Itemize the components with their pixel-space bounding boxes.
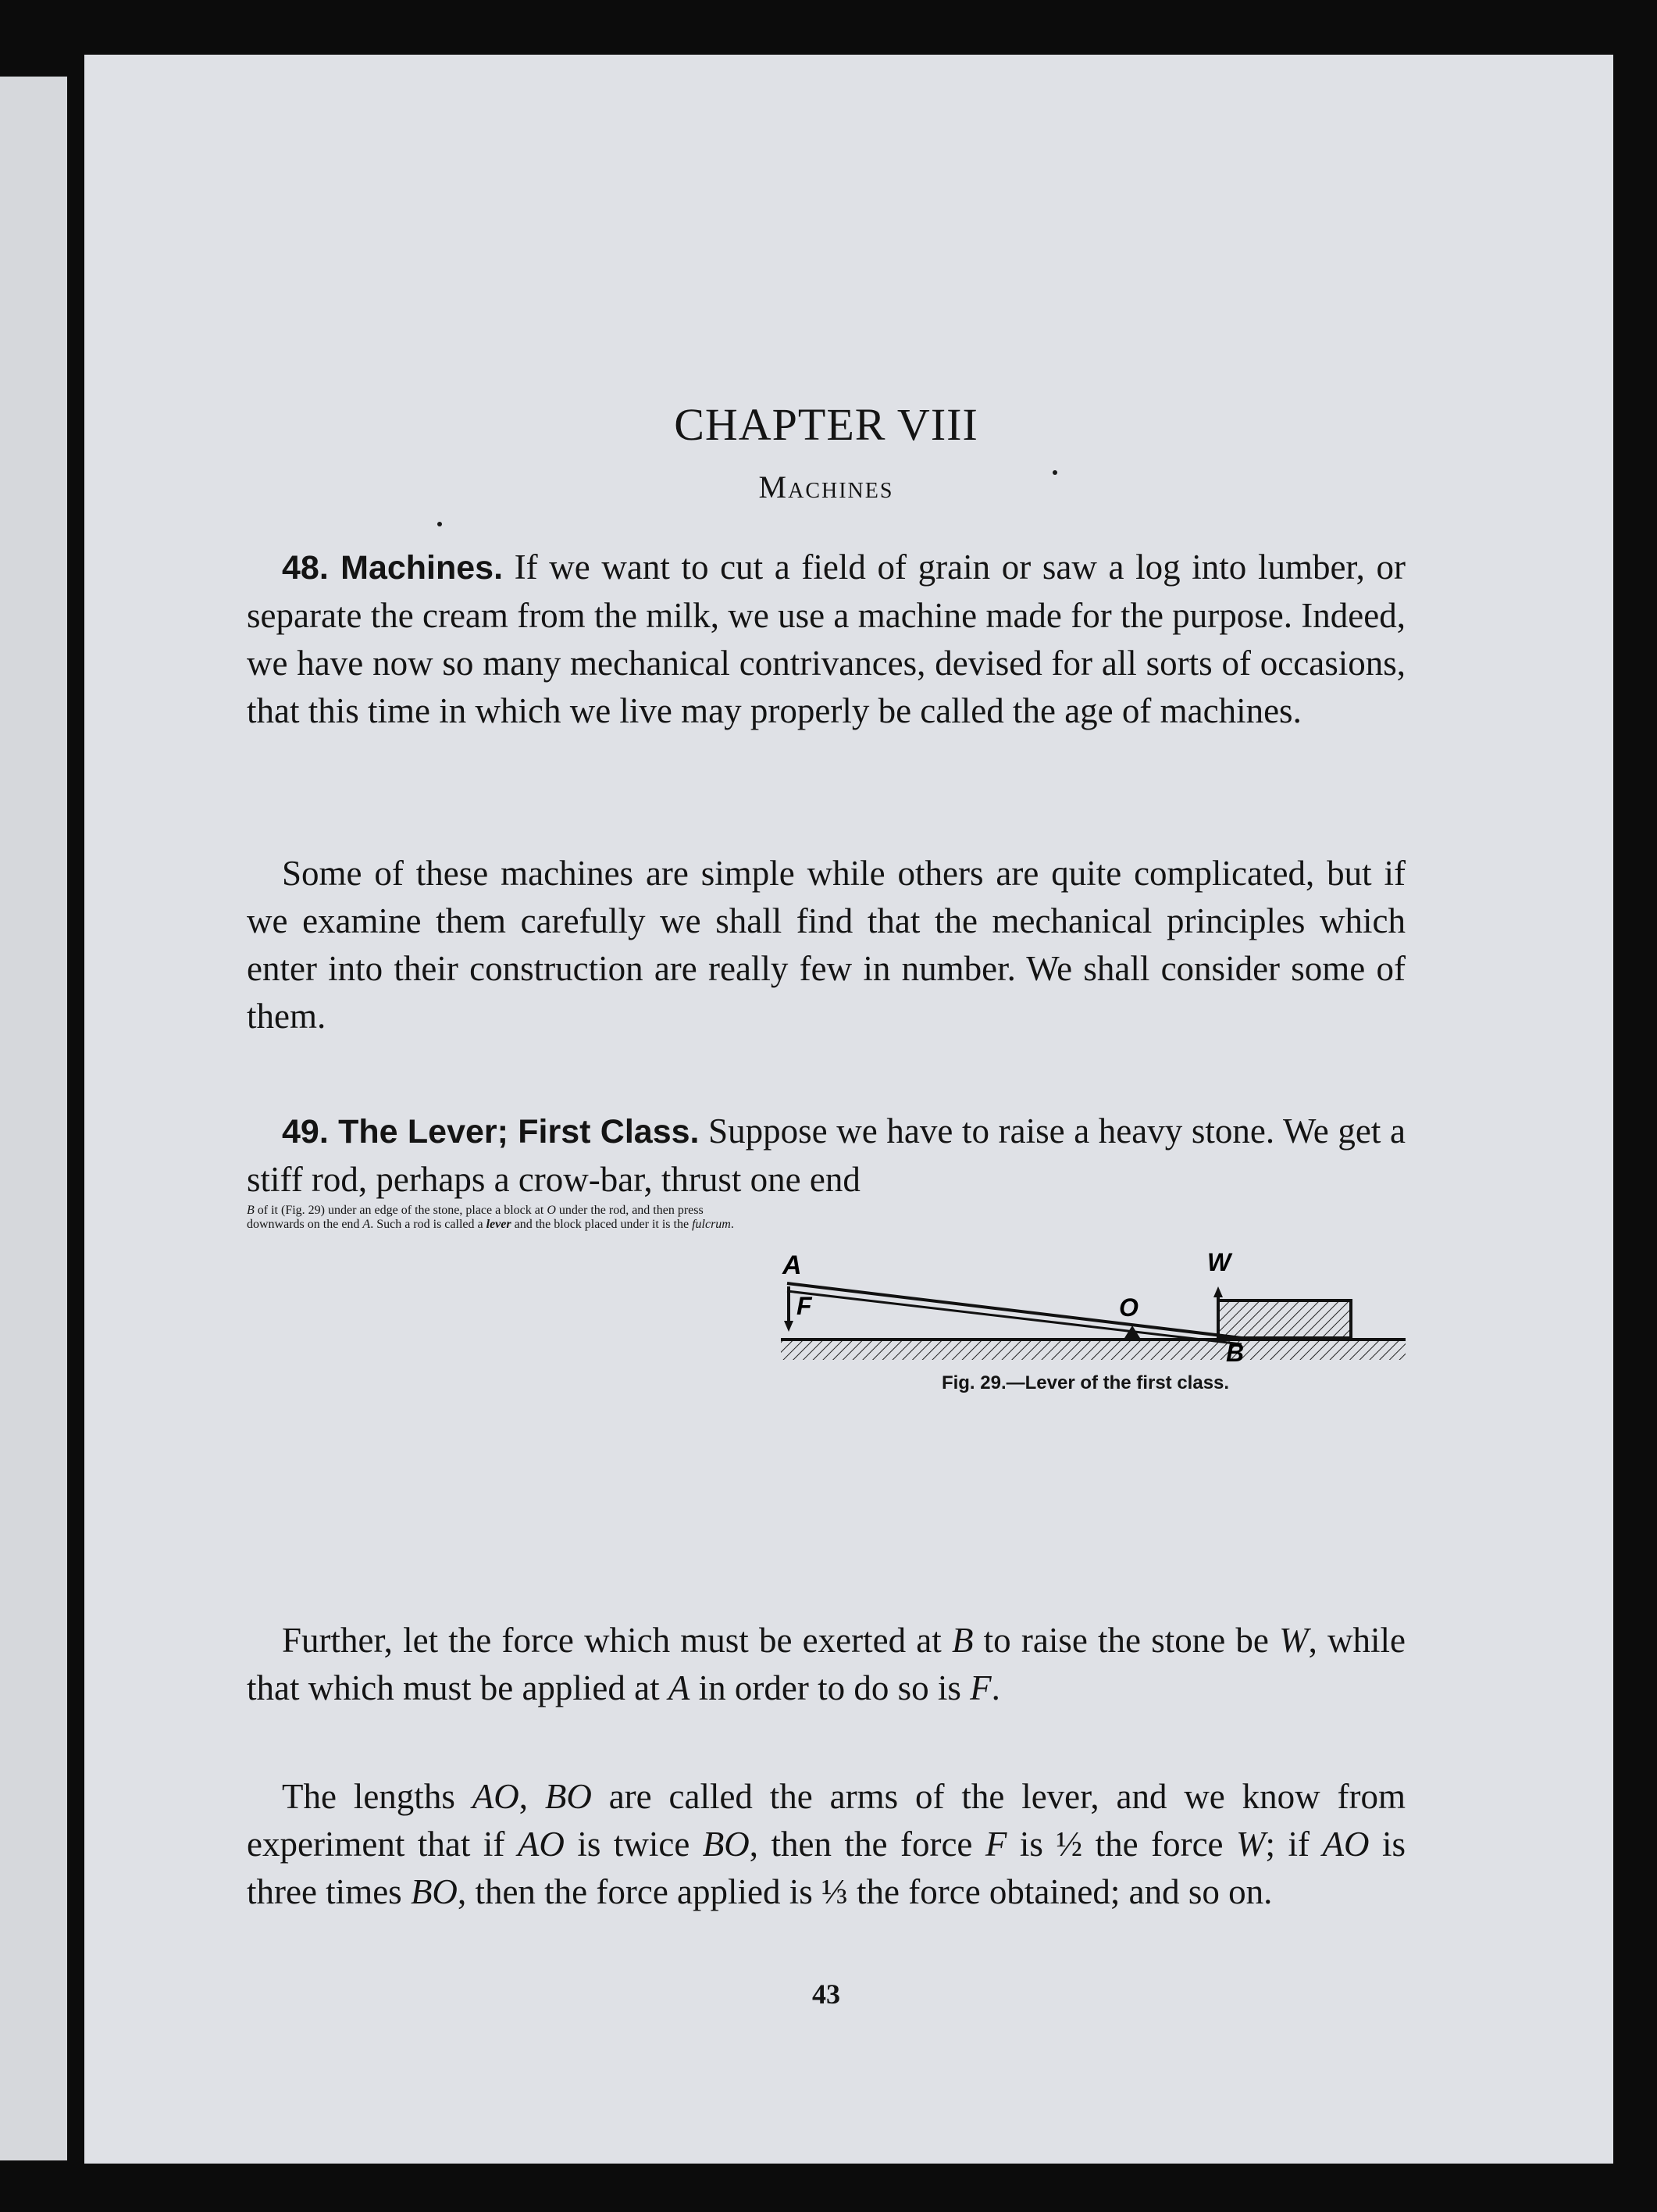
var-f: F (985, 1825, 1007, 1864)
paragraph-48-body: If we want to cut a field of grain or saw a log into lumber, or separate the cream from the milk, we use a machine made for the purpose. Indeed, we have now so many mechanical contrivances, devised for all sorts of occasions, that this time in which we live may properly be called the age of machines. (247, 548, 1406, 730)
var-ao: AO (1322, 1825, 1370, 1864)
paragraph-50-text: . (991, 1668, 1000, 1707)
var-a: A (362, 1218, 371, 1231)
paragraph-51-text: is three times (247, 1825, 1406, 1911)
paragraph-50 (247, 1617, 1406, 1712)
label-b: B (1226, 1339, 1245, 1367)
paragraph-51-text: The lengths (282, 1777, 472, 1816)
paragraph-49-text: . (730, 1218, 734, 1231)
paragraph-49-text: . Such a rod is called a (370, 1218, 486, 1231)
paragraph-51-text: are called the arms of the lever, and we know from experiment that if (247, 1777, 1406, 1864)
var-ao: AO (472, 1777, 519, 1816)
var-w: W (1236, 1825, 1266, 1864)
lever-rod-bottom (787, 1291, 1242, 1344)
section-heading-49: 49. The Lever; First Class. (282, 1113, 700, 1151)
page-number: 43 (812, 1978, 840, 2010)
lever-diagram (765, 1208, 1406, 1368)
figure-29 (765, 1208, 1406, 1415)
paragraph-48b (247, 850, 1406, 1040)
paragraph-51-text: ; if (1265, 1825, 1323, 1864)
label-o: O (1119, 1293, 1139, 1322)
figure-caption: Fig. 29.—Lever of the first class. (941, 1372, 1230, 1393)
paragraph-50-text: Further, let the force which must be exerted at (282, 1621, 952, 1660)
var-f: F (970, 1668, 992, 1707)
paragraph-49-text: and the block placed under it is the (511, 1218, 693, 1231)
chapter-heading: CHAPTER VIII (674, 399, 978, 450)
label-w: W (1207, 1248, 1231, 1276)
paragraph-48b-body: Some of these machines are simple while others are quite complicated, but if we examine them carefully we shall find that the mechanical principles which enter into their construction are really few in number. We shall consider some of them. (247, 854, 1406, 1036)
book-page (84, 55, 1613, 2164)
paragraph-48 (247, 544, 1406, 735)
var-bo: BO (702, 1825, 750, 1864)
ink-speck (437, 522, 442, 526)
paragraph-51 (247, 1773, 1406, 1916)
paragraph-49-text: under the rod, and then press downwards on the end (247, 1204, 704, 1231)
term-lever: lever (486, 1218, 511, 1231)
section-title: Machines (758, 469, 894, 505)
var-ao: AO (517, 1825, 565, 1864)
section-heading-48: 48. Machines. (282, 549, 504, 587)
var-b: B (951, 1621, 974, 1660)
paragraph-51-text: is twice (564, 1825, 703, 1864)
label-a: A (782, 1250, 802, 1280)
paragraph-51-text: is ½ the force (1007, 1825, 1237, 1864)
adjacent-page-edge (0, 77, 67, 2160)
paragraph-49 (247, 1108, 1406, 1415)
label-f: F (796, 1292, 812, 1320)
term-fulcrum: fulcrum (692, 1218, 731, 1231)
paragraph-49-text: of it (Fig. 29) under an edge of the stone, place a block at (254, 1204, 547, 1217)
stone-block (1218, 1300, 1351, 1338)
paragraph-51-text: , then the force applied is ⅓ the force obtained; and so on. (457, 1872, 1273, 1911)
var-bo: BO (410, 1872, 458, 1911)
paragraph-51-text: , (518, 1777, 545, 1816)
lever-rod-top (787, 1283, 1242, 1338)
force-w-arrow-head (1213, 1286, 1223, 1297)
paragraph-50-text: in order to do so is (690, 1668, 971, 1707)
var-a: A (668, 1668, 690, 1707)
paragraph-51-text: , then the force (749, 1825, 985, 1864)
var-b: B (247, 1204, 255, 1217)
force-f-arrow-head (784, 1321, 793, 1332)
paragraph-49-text: Suppose we have to raise a heavy stone. We get a stiff rod, perhaps a crow-bar, thrust one end (247, 1111, 1406, 1199)
var-o: O (547, 1204, 556, 1217)
ground-hatching (781, 1340, 1406, 1360)
paragraph-50-text: , while that which must be applied at (247, 1621, 1406, 1707)
var-w: W (1279, 1621, 1309, 1660)
paragraph-50-text: to raise the stone be (973, 1621, 1280, 1660)
var-bo: BO (544, 1777, 592, 1816)
